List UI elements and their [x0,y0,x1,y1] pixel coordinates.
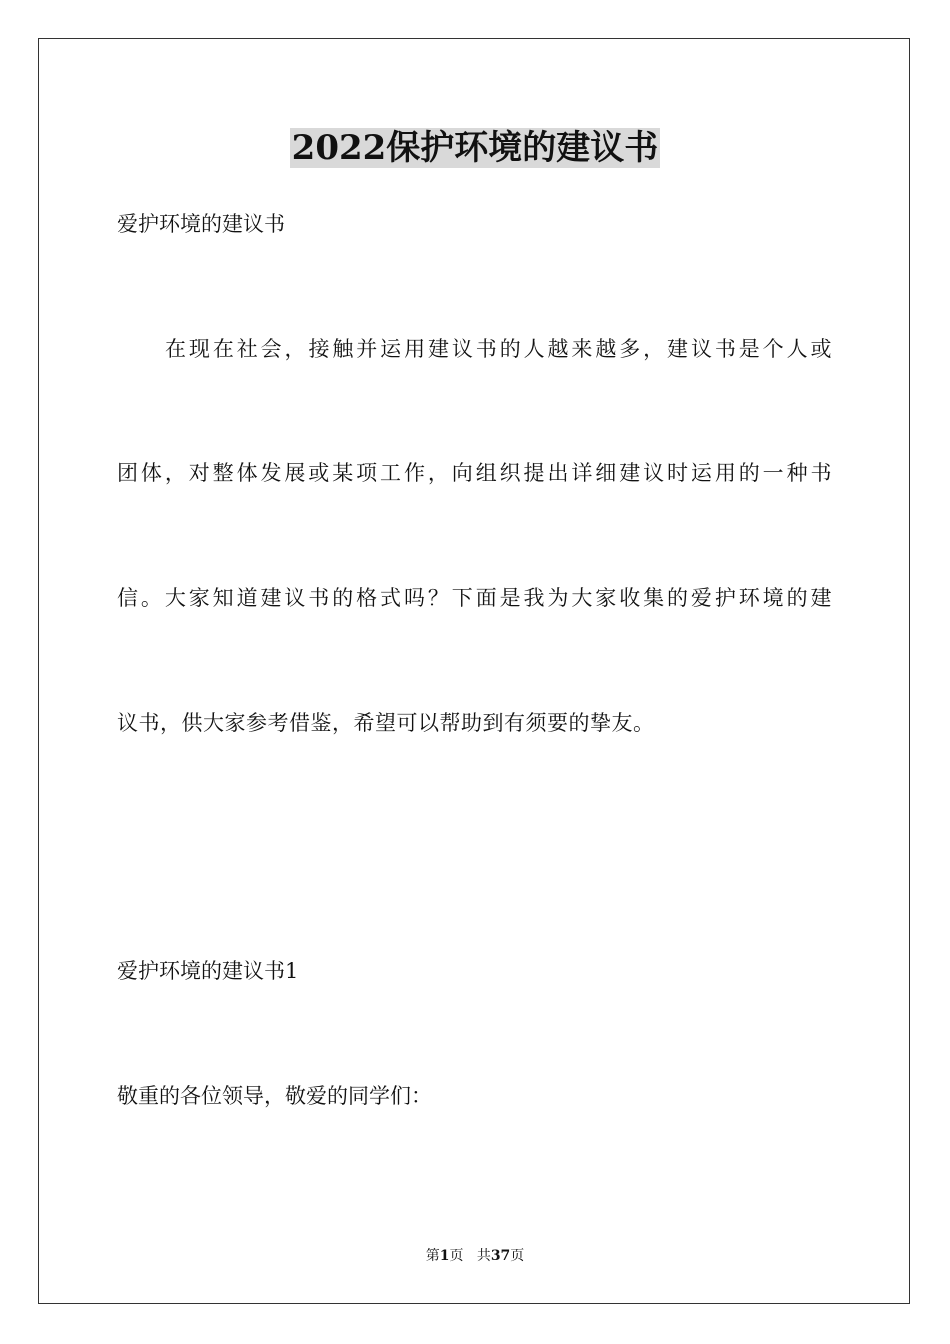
footer-total-suffix: 页 [510,1248,525,1264]
intro-line-3: 信。大家知道建议书的格式吗？下面是我为大家收集的爱护环境的建 [117,586,832,610]
footer-page-suffix: 页 [449,1248,464,1264]
footer-page-total: 37 [490,1248,511,1264]
document-title-text: 2022保护环境的建议书 [291,128,659,168]
intro-line-4: 议书，供大家参考借鉴，希望可以帮助到有须要的挚友。 [117,711,655,735]
section-heading: 爱护环境的建议书1 [117,959,299,983]
footer-total-prefix: 共 [476,1248,491,1264]
document-title [0,126,950,170]
footer-page-prefix: 第 [425,1248,440,1264]
intro-line-1: 在现在社会，接触并运用建议书的人越来越多，建议书是个人或 [165,337,832,361]
salutation: 敬重的各位领导，敬爱的同学们： [117,1084,432,1108]
footer-page-current: 1 [439,1248,450,1264]
document-subtitle: 爱护环境的建议书 [117,212,285,236]
page-footer [0,1246,950,1266]
intro-line-2: 团体，对整体发展或某项工作，向组织提出详细建议时运用的一种书 [117,461,832,485]
